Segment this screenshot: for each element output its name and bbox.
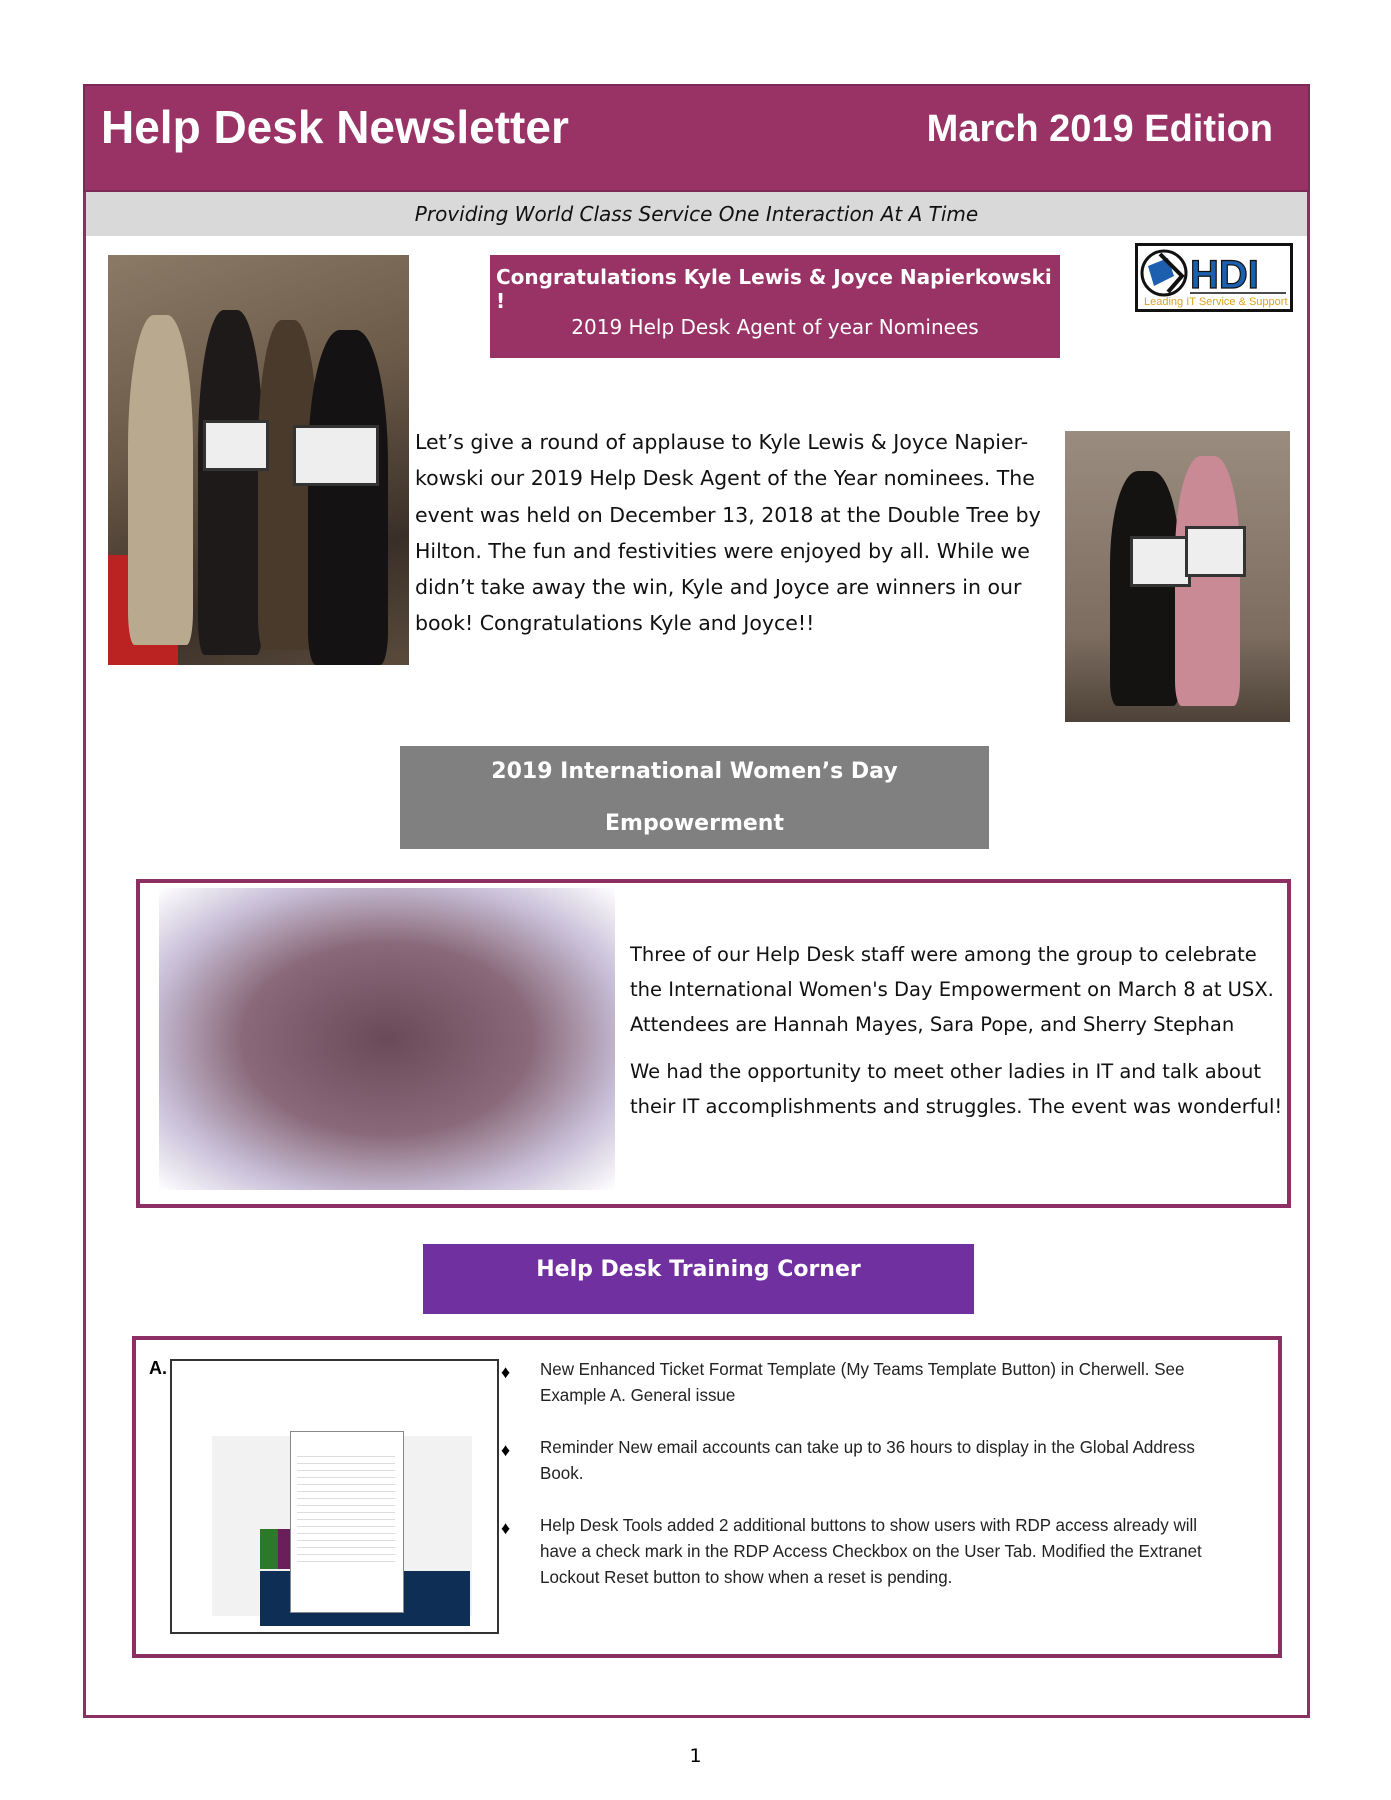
- iwd-heading-line: 2019 International Women’s Day Empowerment: [491, 759, 898, 836]
- bullet-line: New Enhanced Ticket Format Template (My Teams Template Button) in Cherwell. See: [540, 1359, 1185, 1379]
- hdi-logo: [1135, 243, 1293, 312]
- iwd-line: We had the opportunity to meet other ladies in IT and talk about: [630, 1060, 1261, 1083]
- iwd-heading: [400, 746, 989, 888]
- paragraph-line: didn’t take away the win, Kyle and Joyce are winners in our: [415, 575, 1022, 600]
- newsletter-title: Help Desk Newsletter: [101, 101, 569, 153]
- page-number: 1: [689, 1745, 702, 1767]
- tagline: Providing World Class Service One Interaction At A Time: [86, 192, 1307, 236]
- training-bullet: [540, 1512, 1238, 1590]
- training-heading: Help Desk Training Corner: [423, 1244, 974, 1314]
- cherwell-screenshot: [170, 1359, 499, 1634]
- bullet-line: have a check mark in the RDP Access Checkbox on the User Tab. Modified the Extranet: [540, 1541, 1202, 1561]
- paragraph-line: kowski our 2019 Help Desk Agent of the Year nominees. The: [415, 466, 1035, 491]
- nominees-group-photo: [108, 255, 409, 665]
- bullet-line: Help Desk Tools added 2 additional buttons to show users with RDP access already will: [540, 1515, 1198, 1535]
- bullet-icon: ♦: [501, 1362, 511, 1382]
- bullet-line: Reminder New email accounts can take up to 36 hours to display in the Global Address: [540, 1437, 1195, 1457]
- congrats-paragraph: [415, 424, 1055, 642]
- paragraph-line: Let’s give a round of applause to Kyle Lewis & Joyce Napier-: [415, 430, 1029, 454]
- svg-text:Leading IT Service & Support: Leading IT Service & Support: [1144, 296, 1288, 308]
- iwd-group-photo: [159, 888, 615, 1190]
- iwd-text: [630, 937, 1290, 1124]
- congrats-headline: Congratulations Kyle Lewis & Joyce Napierkowski !: [496, 265, 1052, 313]
- iwd-line: Attendees are Hannah Mayes, Sara Pope, and Sherry Stephan: [630, 1013, 1235, 1036]
- iwd-line: their IT accomplishments and struggles. The event was wonderful!: [630, 1095, 1283, 1118]
- paragraph-line: book! Congratulations Kyle and Joyce!!: [415, 611, 815, 636]
- bullet-line: Example A. General issue: [540, 1385, 736, 1405]
- bullet-line: Book.: [540, 1463, 584, 1483]
- congrats-banner: [490, 255, 1060, 358]
- iwd-heading-line: Celebration: [622, 863, 767, 888]
- bullet-line: Lockout Reset button to show when a reset is pending.: [540, 1567, 953, 1587]
- congrats-subline: 2019 Help Desk Agent of year Nominees: [571, 315, 979, 339]
- example-label: A.: [149, 1358, 167, 1378]
- nominees-pair-photo: [1065, 431, 1290, 722]
- iwd-line: Three of our Help Desk staff were among the group to celebrate: [630, 943, 1257, 966]
- paragraph-line: Hilton. The fun and festivities were enjoyed by all. While we: [415, 538, 1030, 563]
- bullet-icon: ♦: [501, 1440, 511, 1460]
- iwd-line: the International Women's Day Empowerment on March 8 at USX.: [630, 978, 1274, 1001]
- training-bullet: [540, 1356, 1238, 1408]
- edition-label: March 2019 Edition: [926, 108, 1273, 150]
- training-bullet: [540, 1434, 1238, 1486]
- bullet-icon: ♦: [501, 1518, 511, 1538]
- svg-text:HDI: HDI: [1190, 253, 1259, 297]
- paragraph-line: event was held on December 13, 2018 at the Double Tree by: [415, 502, 1041, 527]
